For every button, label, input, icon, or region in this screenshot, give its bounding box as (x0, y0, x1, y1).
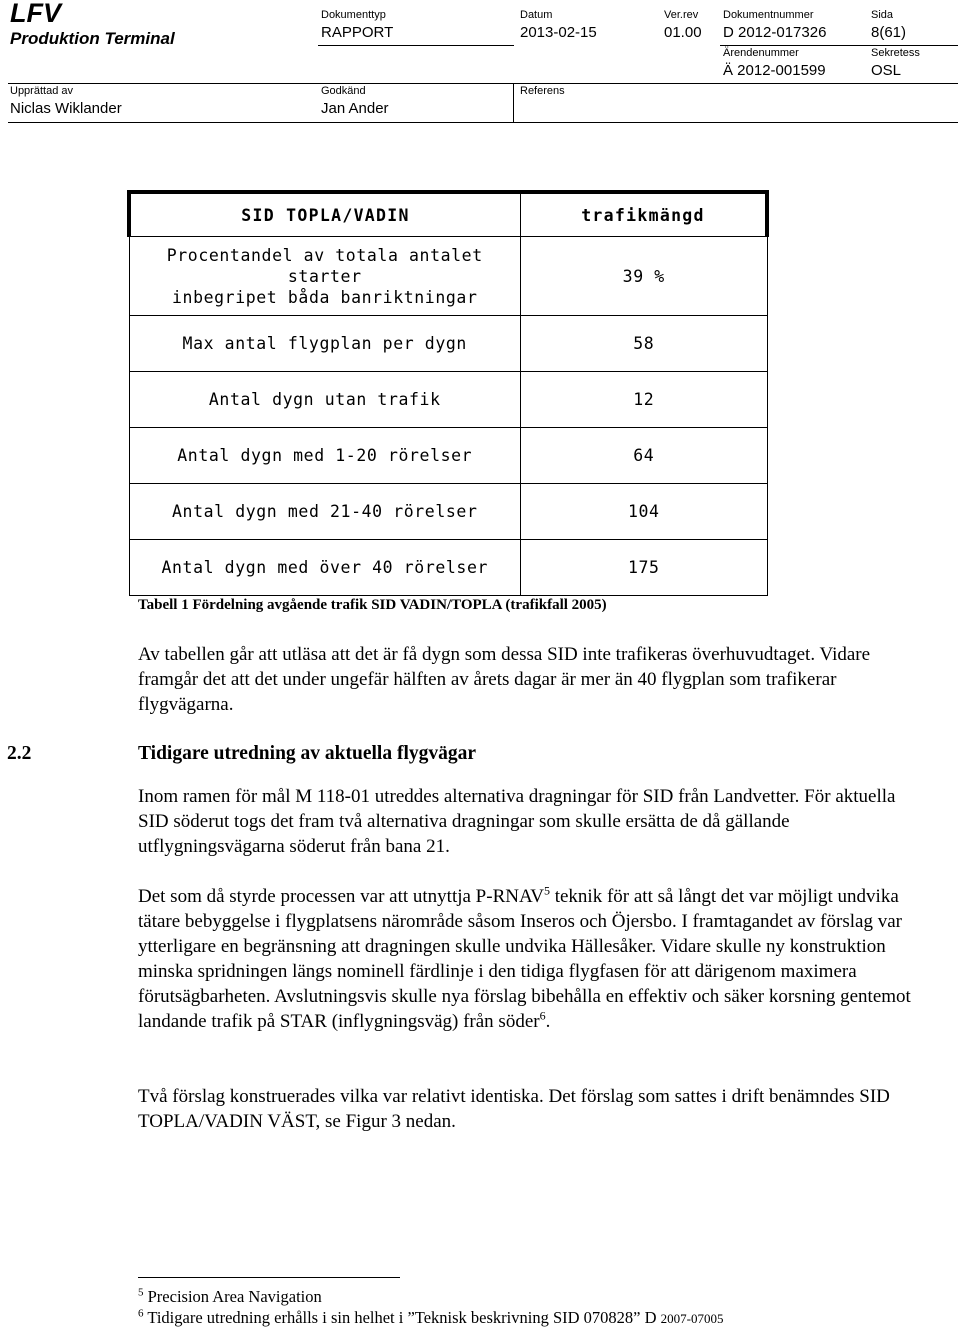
table-cell-value: 64 (521, 428, 768, 484)
secrecy-label: Sekretess (871, 47, 920, 59)
paragraph-3-part-a: Det som då styrde processen var att utnyttja P-RNAV (138, 886, 544, 907)
approved-value: Jan Ander (321, 100, 389, 117)
paragraph-3-part-b: teknik för att så långt det var möjligt undvika tätare bebyggelse i flygplatsens närområde såsom Inseros och Öjersbo. I framtagandet av förslag var ytterligare en begränsning att dragningen skulle undvika Hällesåker. Vidare skulle ny konstruktion minska spridningen längs nominell färdlinje i den tidiga flygfasen för att därigenom maximera förutsägbarheten. Avslutningsvis skulle nya förslag bibehålla en effektiv och säker korsning gentemot landande trafik på STAR (inflygningsväg) från söder (138, 886, 911, 1032)
table-caption: Tabell 1 Fördelning avgående trafik SID VADIN/TOPLA (trafikfall 2005) (138, 597, 607, 613)
row-label-line2: inbegripet båda banriktningar (172, 287, 478, 307)
paragraph-3-part-c: . (545, 1011, 551, 1032)
footnote-6 (138, 1308, 724, 1328)
footnote-doc-number: 2007-07005 (660, 1311, 724, 1326)
doc-type-value: RAPPORT (321, 24, 394, 41)
header-rule-4 (8, 122, 958, 123)
lfv-logo: LFV (10, 0, 61, 28)
doc-number-value: D 2012-017326 (723, 24, 827, 41)
table-cell-value: 12 (521, 372, 768, 428)
table-header-sid: SID TOPLA/VADIN (129, 192, 521, 237)
footnote-separator (138, 1277, 400, 1278)
date-value: 2013-02-15 (520, 24, 597, 41)
table-row (129, 316, 767, 372)
case-number-value: Ä 2012-001599 (723, 62, 826, 79)
table-cell-label: Antal dygn med 21-40 rörelser (129, 484, 521, 540)
table-cell-label: Antal dygn utan trafik (129, 372, 521, 428)
section-title: Tidigare utredning av aktuella flygvägar (138, 743, 477, 764)
department-name: Produktion Terminal (10, 29, 175, 48)
header-rule-1 (318, 45, 514, 46)
header-divider (513, 84, 514, 122)
date-label: Datum (520, 9, 553, 21)
table-row (129, 428, 767, 484)
table-cell-label: Antal dygn med 1-20 rörelser (129, 428, 521, 484)
paragraph-4: Två förslag konstruerades vilka var relativt identiska. Det förslag som sattes i drift benämndes SID TOPLA/VADIN VÄST, se Figur 3 nedan. (138, 1086, 890, 1132)
footnote-ref-6[interactable]: 6 (539, 1008, 546, 1023)
paragraph-1: Av tabellen går att utläsa att det är få dygn som dessa SID inte trafikeras överhuvudtaget. Vidare framgår det att det under ungefär hälften av årets dagar är mer än 40 flygplan som trafikerar flygvägarna. (138, 644, 871, 715)
paragraph-2: Inom ramen för mål M 118-01 utreddes alternativa dragningar för SID från Landvetter. För aktuella SID söderut togs det fram två alternativa dragningar som skulle ersätta de då gällande utflygningsvägarna söderut från bana 21. (138, 786, 896, 857)
case-number-label: Ärendenummer (723, 47, 799, 59)
section-number: 2.2 (7, 743, 32, 764)
table-cell-value: 58 (521, 316, 768, 372)
footnote-number: 5 (138, 1286, 144, 1299)
table-row (129, 484, 767, 540)
table-cell-label: Antal dygn med över 40 rörelser (129, 540, 521, 596)
rev-label: Ver.rev (664, 9, 699, 21)
page-value: 8(61) (871, 24, 907, 41)
reference-label: Referens (520, 85, 565, 97)
table-row (129, 372, 767, 428)
table-cell-label: Max antal flygplan per dygn (129, 316, 521, 372)
prepared-by-label: Upprättad av (10, 85, 73, 97)
table-cell-label (129, 237, 521, 316)
paragraph-3 (138, 884, 928, 1034)
footnote-ref-5[interactable]: 5 (543, 883, 550, 898)
row-label-line1: Procentandel av totala antalet starter (166, 245, 483, 286)
rev-value: 01.00 (664, 24, 702, 41)
secrecy-value: OSL (871, 62, 902, 79)
header-rule-2 (720, 45, 958, 46)
table-cell-value: 39 % (521, 237, 768, 316)
table-header-row (129, 192, 767, 237)
table-row (129, 237, 767, 316)
table-cell-value: 175 (521, 540, 768, 596)
page-label: Sida (871, 9, 894, 21)
doc-number-label: Dokumentnummer (723, 9, 814, 21)
footnote-5 (138, 1287, 322, 1307)
header-rule-3 (8, 83, 958, 84)
approved-label: Godkänd (321, 85, 366, 97)
footnote-text: Precision Area Navigation (147, 1287, 322, 1306)
table-header-traffic: trafikmängd (521, 192, 768, 237)
table-row (129, 540, 767, 596)
prepared-by-value: Niclas Wiklander (10, 100, 122, 117)
traffic-table (127, 190, 769, 596)
footnote-text: Tidigare utredning erhålls i sin helhet i ”Teknisk beskrivning SID 070828” D (147, 1308, 657, 1327)
table-cell-value: 104 (521, 484, 768, 540)
doc-type-label: Dokumenttyp (321, 9, 386, 21)
footnote-number: 6 (138, 1307, 144, 1320)
